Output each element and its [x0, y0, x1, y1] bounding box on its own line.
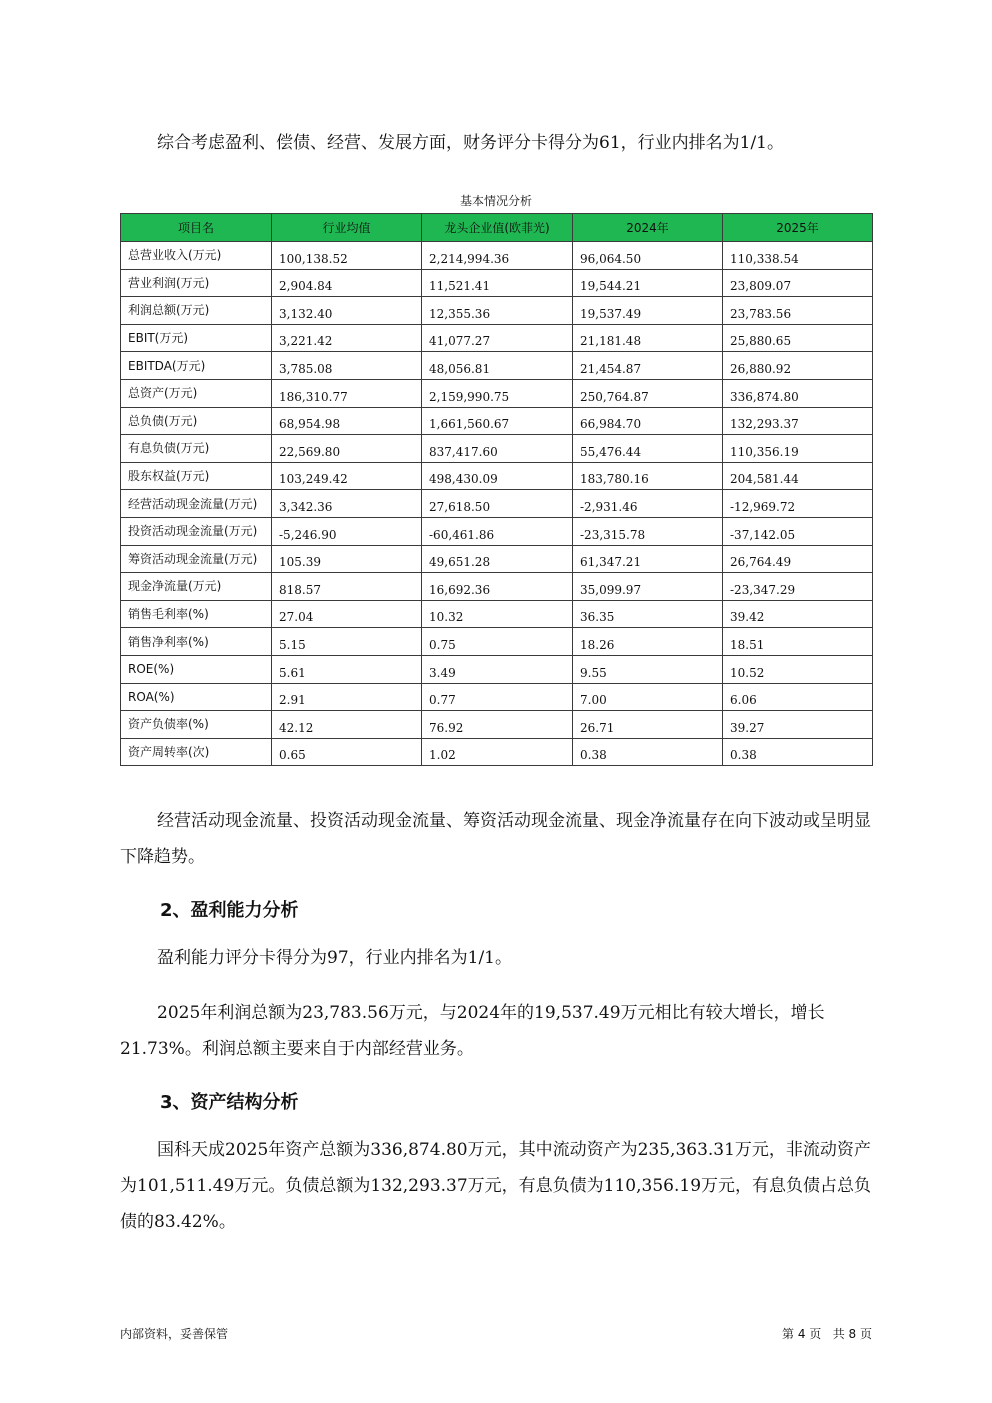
table-cell: 42.12 — [272, 711, 422, 739]
table-cell: 0.77 — [422, 683, 573, 711]
table-cell: 3.49 — [422, 655, 573, 683]
table-cell: 21,181.48 — [573, 324, 723, 352]
table-row — [121, 711, 873, 739]
table-cell: 6.06 — [723, 683, 873, 711]
table-column-header: 龙头企业值(欧菲光) — [422, 214, 573, 242]
table-cell: 55,476.44 — [573, 435, 723, 463]
table-cell: 132,293.37 — [723, 407, 873, 435]
table-row-label: 营业利润(万元) — [121, 269, 272, 297]
table-cell: 183,780.16 — [573, 462, 723, 490]
table-cell: 2,159,990.75 — [422, 379, 573, 407]
table-cell: 100,138.52 — [272, 242, 422, 270]
table-row-label: 总负债(万元) — [121, 407, 272, 435]
table-cell: 76.92 — [422, 711, 573, 739]
table-cell: 498,430.09 — [422, 462, 573, 490]
table-caption: 基本情况分析 — [459, 194, 532, 208]
table-row — [121, 269, 873, 297]
asset-text-paragraph: 国科天成2025年资产总额为336,874.80万元，其中流动资产为235,363.31万元，非流动资产为101,511.49万元。负债总额为132,293.37万元，有息负债为110,356.19万元，有息负债占总负债的83.42%。 — [120, 1140, 872, 1232]
table-row-label: 有息负债(万元) — [121, 435, 272, 463]
table-cell: 11,521.41 — [422, 269, 573, 297]
table-body — [121, 242, 873, 766]
table-row — [121, 573, 873, 601]
table-cell: 22,569.80 — [272, 435, 422, 463]
table-cell: 96,064.50 — [573, 242, 723, 270]
table-cell: 3,342.36 — [272, 490, 422, 518]
table-cell: 110,338.54 — [723, 242, 873, 270]
table-column-header: 项目名 — [121, 214, 272, 242]
profit-text-paragraph: 2025年利润总额为23,783.56万元，与2024年的19,537.49万元相比有较大增长，增长21.73%。利润总额主要来自于内部经营业务。 — [120, 1003, 825, 1059]
table-cell: -23,347.29 — [723, 573, 873, 601]
footer-page-number: 第 4 页 共 8 页 — [782, 1327, 872, 1341]
table-cell: -2,931.46 — [573, 490, 723, 518]
table-row — [121, 545, 873, 573]
table-cell: 27.04 — [272, 600, 422, 628]
table-row — [121, 490, 873, 518]
table-column-header: 行业均值 — [272, 214, 422, 242]
table-cell: 27,618.50 — [422, 490, 573, 518]
profit-score-paragraph: 盈利能力评分卡得分为97，行业内排名为1/1。 — [157, 948, 512, 968]
table-cell: 61,347.21 — [573, 545, 723, 573]
table-cell: 39.42 — [723, 600, 873, 628]
table-row-label: ROE(%) — [121, 655, 272, 683]
table-cell: 26,764.49 — [723, 545, 873, 573]
table-cell: 3,221.42 — [272, 324, 422, 352]
table-cell: 103,249.42 — [272, 462, 422, 490]
table-row — [121, 407, 873, 435]
table-cell: 0.38 — [723, 738, 873, 766]
table-column-header: 2024年 — [573, 214, 723, 242]
table-row-label: 股东权益(万元) — [121, 462, 272, 490]
table-cell: 23,809.07 — [723, 269, 873, 297]
table-row — [121, 600, 873, 628]
table-cell: 39.27 — [723, 711, 873, 739]
table-row — [121, 628, 873, 656]
table-row-label: 销售毛利率(%) — [121, 600, 272, 628]
table-row-label: ROA(%) — [121, 683, 272, 711]
table-cell: 16,692.36 — [422, 573, 573, 601]
table-row — [121, 683, 873, 711]
table-cell: 5.61 — [272, 655, 422, 683]
summary-paragraph: 综合考虑盈利、偿债、经营、发展方面，财务评分卡得分为61，行业内排名为1/1。 — [157, 133, 784, 153]
table-row-label: 筹资活动现金流量(万元) — [121, 545, 272, 573]
table-cell: 3,132.40 — [272, 297, 422, 325]
table-row-label: 投资活动现金流量(万元) — [121, 517, 272, 545]
table-cell: 23,783.56 — [723, 297, 873, 325]
footer-confidential-note: 内部资料，妥善保管 — [120, 1327, 229, 1341]
table-cell: 19,537.49 — [573, 297, 723, 325]
table-cell: 186,310.77 — [272, 379, 422, 407]
table-row — [121, 738, 873, 766]
table-row — [121, 352, 873, 380]
table-cell: 35,099.97 — [573, 573, 723, 601]
table-cell: 2.91 — [272, 683, 422, 711]
table-cell: 0.65 — [272, 738, 422, 766]
table-cell: 9.55 — [573, 655, 723, 683]
table-cell: -5,246.90 — [272, 517, 422, 545]
table-row-label: EBIT(万元) — [121, 324, 272, 352]
cash-flow-paragraph: 经营活动现金流量、投资活动现金流量、筹资活动现金流量、现金净流量存在向下波动或呈明显下降趋势。 — [120, 811, 871, 867]
table-cell: 2,214,994.36 — [422, 242, 573, 270]
table-cell: 0.38 — [573, 738, 723, 766]
table-row — [121, 655, 873, 683]
table-cell: 10.52 — [723, 655, 873, 683]
table-cell: 26.71 — [573, 711, 723, 739]
table-cell: 68,954.98 — [272, 407, 422, 435]
table-row — [121, 462, 873, 490]
table-cell: 25,880.65 — [723, 324, 873, 352]
table-cell: 110,356.19 — [723, 435, 873, 463]
table-cell: 1.02 — [422, 738, 573, 766]
table-header-row — [121, 214, 873, 242]
table-cell: 18.26 — [573, 628, 723, 656]
table-cell: 1,661,560.67 — [422, 407, 573, 435]
table-cell: -37,142.05 — [723, 517, 873, 545]
table-row-label: 资产负债率(%) — [121, 711, 272, 739]
table-cell: 5.15 — [272, 628, 422, 656]
table-column-header: 2025年 — [723, 214, 873, 242]
table-cell: 837,417.60 — [422, 435, 573, 463]
table-cell: 250,764.87 — [573, 379, 723, 407]
table-cell: 0.75 — [422, 628, 573, 656]
table-row — [121, 297, 873, 325]
table-cell: 7.00 — [573, 683, 723, 711]
table-cell: 49,651.28 — [422, 545, 573, 573]
table-cell: 26,880.92 — [723, 352, 873, 380]
table-cell: -23,315.78 — [573, 517, 723, 545]
section-heading-asset: 3、资产结构分析 — [160, 1092, 299, 1113]
table-row-label: 资产周转率(次) — [121, 738, 272, 766]
table-cell: -60,461.86 — [422, 517, 573, 545]
table-row-label: 总营业收入(万元) — [121, 242, 272, 270]
table-cell: 3,785.08 — [272, 352, 422, 380]
table-row-label: 现金净流量(万元) — [121, 573, 272, 601]
table-cell: 105.39 — [272, 545, 422, 573]
table-cell: 36.35 — [573, 600, 723, 628]
table-cell: 2,904.84 — [272, 269, 422, 297]
table-row — [121, 517, 873, 545]
table-cell: 19,544.21 — [573, 269, 723, 297]
table-row — [121, 324, 873, 352]
table-cell: 204,581.44 — [723, 462, 873, 490]
section-heading-profit: 2、盈利能力分析 — [160, 900, 299, 921]
table-cell: 41,077.27 — [422, 324, 573, 352]
table-row-label: 经营活动现金流量(万元) — [121, 490, 272, 518]
table-row — [121, 242, 873, 270]
table-row-label: EBITDA(万元) — [121, 352, 272, 380]
table-cell: 21,454.87 — [573, 352, 723, 380]
table-cell: 336,874.80 — [723, 379, 873, 407]
table-cell: -12,969.72 — [723, 490, 873, 518]
table-cell: 10.32 — [422, 600, 573, 628]
table-row-label: 利润总额(万元) — [121, 297, 272, 325]
table-cell: 66,984.70 — [573, 407, 723, 435]
table-row-label: 总资产(万元) — [121, 379, 272, 407]
basic-info-table — [120, 213, 873, 766]
table-cell: 18.51 — [723, 628, 873, 656]
table-row-label: 销售净利率(%) — [121, 628, 272, 656]
table-cell: 48,056.81 — [422, 352, 573, 380]
table-row — [121, 379, 873, 407]
table-row — [121, 435, 873, 463]
table-cell: 818.57 — [272, 573, 422, 601]
table-cell: 12,355.36 — [422, 297, 573, 325]
